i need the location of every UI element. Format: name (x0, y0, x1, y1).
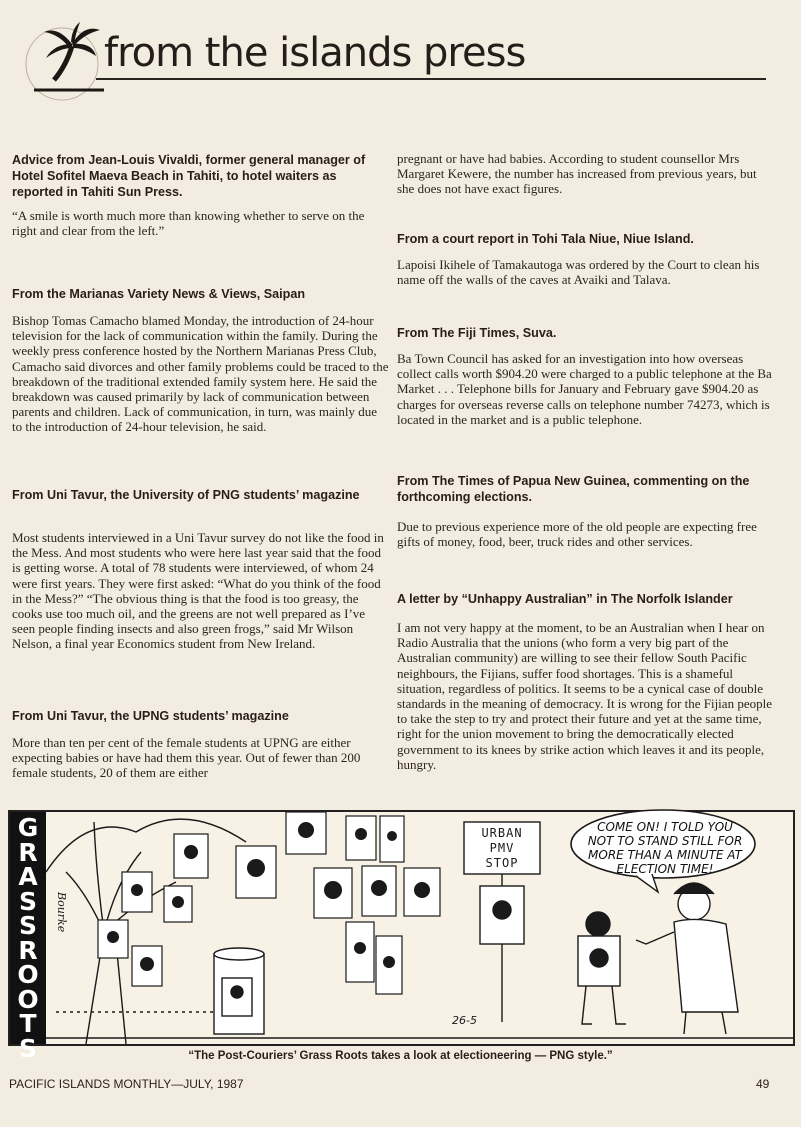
article-body: “A smile is worth much more than knowing whether to serve on the right and clear from the left.” (12, 208, 365, 239)
article-heading: From The Fiji Times, Suva. (397, 326, 557, 340)
artist-signature: Bourke (55, 892, 68, 933)
article-body: More than ten per cent of the female students at UPNG are either expecting babies or have had them this year. Out of fewer than 200 female students, 20 of them are either (12, 735, 361, 781)
strip-title-letter: O (17, 984, 39, 1014)
cartoon-date-mark: 26-5 (452, 1014, 477, 1027)
strip-title-letter: S (18, 1033, 37, 1063)
speech-bubble-text: COME ON! I TOLD YOU NOT TO STAND STILL FOR MORE THAN A MINUTE AT ELECTION TIME! (587, 820, 743, 876)
strip-title (10, 812, 46, 1061)
stop-sign-line: URBAN (481, 826, 523, 840)
article-body: Most students interviewed in a Uni Tavur survey do not like the food in the Mess. And most students who were here last year said that the food is getting worse. A total of 78 students were interviewed, of whom 24 were first years. They were first asked: “What do you think of the food in the Mess?” “The obvious thing is that the food is too greasy, the cooks use too much oil, and the greens are not well prepared as I’ve seen people finding insects and also green frogs,” said Mr Wilson Nelson, a final year Economics student from New Ireland. (12, 530, 384, 652)
article-heading: From Uni Tavur, the University of PNG students’ magazine (12, 488, 360, 502)
woman-pointing-icon (636, 883, 738, 1034)
masthead-title: from the islands press (104, 30, 526, 76)
strip-title-letter: G (17, 813, 39, 842)
article-body: Due to previous experience more of the old people are expecting free gifts of money, food, beer, truck rides and other services. (397, 519, 757, 550)
article-body: I am not very happy at the moment, to be an Australian when I hear on Radio Australia that the unions (who form a very big part of the Australian community) are willing to see their fellow South Pacific neighbours, the Fijians, suffer food shortages. This is a shameful situation, regardless of politics. It seems to be a cynical case of double standards in the meaning of democracy. It is wrong for the Fijian people to take the step to try and protect their future and yet at the same time, right for the union movement to bring the democratically elected government to its knees by strike action which leaves it and its people, hungry. (397, 620, 772, 772)
article-heading: From a court report in Tohi Tala Niue, Niue Island. (397, 232, 694, 246)
strip-title-letter: A (18, 862, 38, 891)
stop-sign (468, 826, 536, 871)
strip-title-letter: T (19, 1009, 37, 1038)
strip-title-bar (10, 812, 46, 1063)
strip-title-letter: R (18, 935, 38, 965)
oil-drum-icon (214, 948, 264, 1034)
stop-sign-line: STOP (485, 856, 519, 870)
page-number: 49 (756, 1077, 770, 1091)
man-with-poster-icon (578, 912, 626, 1024)
masthead-rule (96, 78, 766, 80)
strip-title-letter: R (18, 837, 38, 867)
strip-title-letter: O (17, 960, 39, 989)
article-heading: Advice from Jean-Louis Vivaldi, former general manager of Hotel Sofitel Maeva Beach in Tahiti, to hotel waiters as reported in Tahiti Sun Press. (12, 153, 366, 199)
article-body: Ba Town Council has asked for an investigation into how overseas collect calls worth $904.20 were charged to a public telephone at the Ba Market . . . Telephone bills for January and February gave $904.20 as charges for overseas reverse calls on telephone number 74273, which is located in the market and is a public telephone. (397, 351, 772, 427)
publication-footer: PACIFIC ISLANDS MONTHLY—JULY, 1987 (9, 1077, 244, 1091)
article-heading: From the Marianas Variety News & Views, Saipan (12, 287, 306, 301)
article-heading: From The Times of Papua New Guinea, commenting on the forthcoming elections. (397, 474, 750, 504)
strip-title-letter: S (18, 911, 37, 940)
article-heading: A letter by “Unhappy Australian” in The Norfolk Islander (397, 592, 733, 606)
strip-title-letter: S (18, 886, 37, 916)
article-body: Lapoisi Ikihele of Tamakautoga was ordered by the Court to clean his name off the walls of the caves at Avaiki and Talava. (397, 257, 760, 288)
cartoon-caption: “The Post-Couriers’ Grass Roots takes a look at electioneering — PNG style.” (188, 1050, 613, 1062)
article-heading: From Uni Tavur, the UPNG students’ magazine (12, 709, 289, 723)
article-body: Bishop Tomas Camacho blamed Monday, the introduction of 24-hour television for the lack of communication within the family. During the weekly press conference hosted by the Northern Marianas Press Club, Camacho said divorces and other family problems could be traced to the breakdown of the traditional extended family system here. He said the breakdown was caused primarily by lack of communication between parents and children. Lack of communication, in turn, was mainly due to the introduction of 24-hour television, he said. (12, 313, 389, 435)
stop-sign-line: PMV (489, 841, 515, 855)
article-body-continued: pregnant or have had babies. According to student counsellor Mrs Margaret Kewere, the number has increased from previous years, but she does not have exact figures. (397, 151, 757, 197)
